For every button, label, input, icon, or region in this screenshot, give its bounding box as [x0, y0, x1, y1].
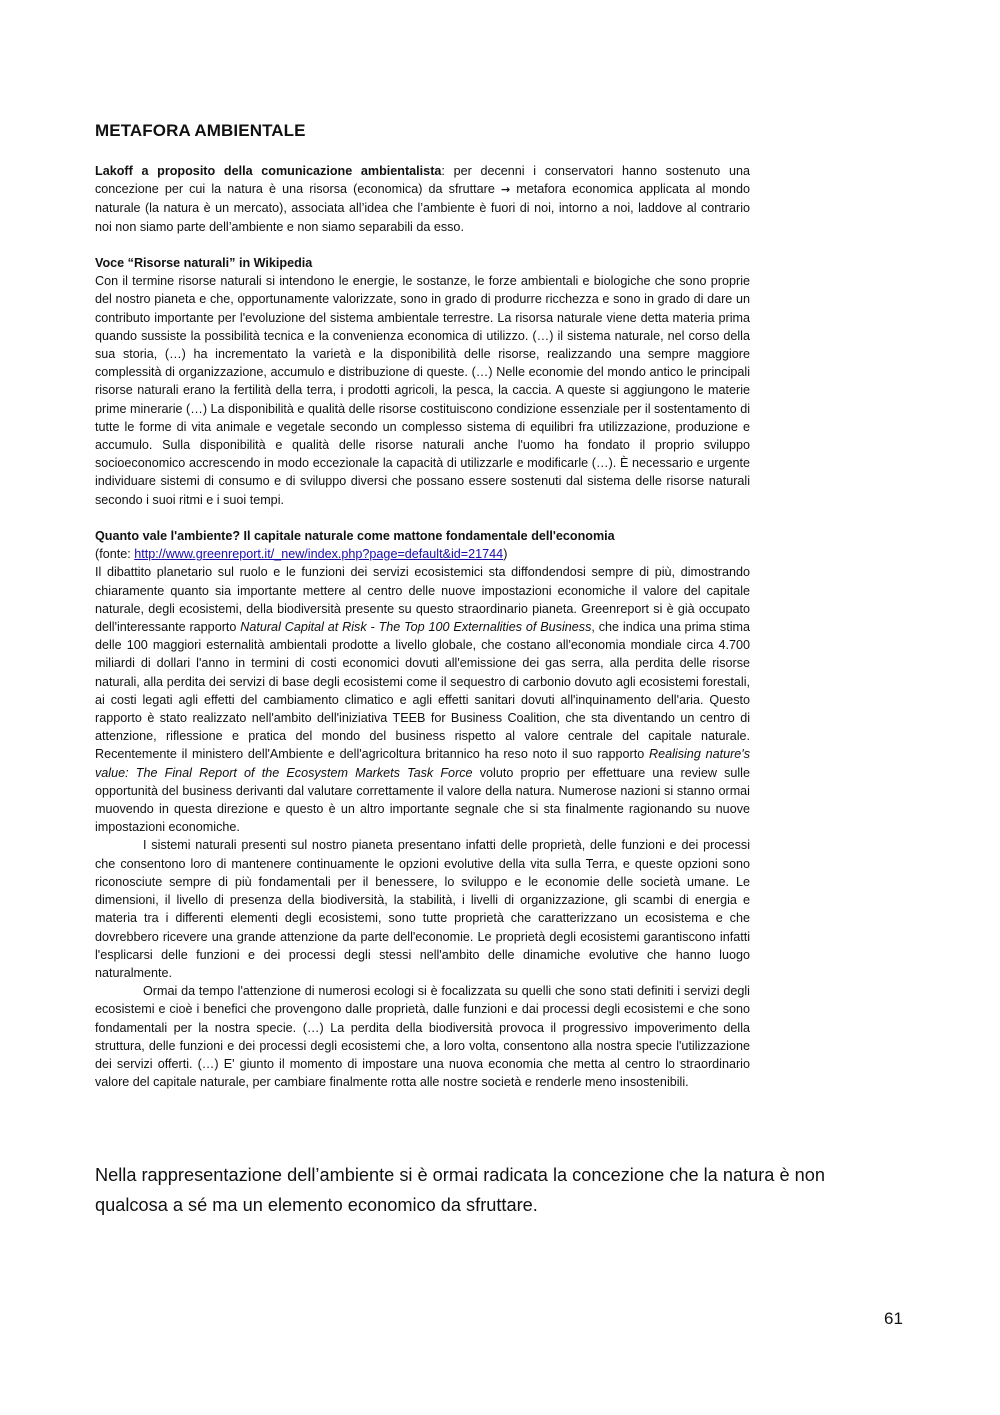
- greenreport-text-b: , che indica una prima stima delle 100 maggiori esternalità ambientali prodotte a livello globale, che costano all'economia mondiale circa 4.700 miliardi di dollari l'anno in termini di costi economici dovuti all'emissione dei gas serra, alla perdita delle risorse naturali, alla perdita dei servizi di base degli ecosistemi come il sequestro di carbonio dovuto agli ecosistemi forestali, ai costi legati agli effetti del cambiamento climatico e agli effetti sanitari dovuti all'inquinamento dell'aria. Questo rapporto è stato realizzato nell'ambito dell'iniziativa TEEB for Business Coalition, che sta diventando un centro di attenzione, riflessione e pratica del mondo del business rispetto al valore centrale del capitale naturale. Recentemente il ministero dell'Ambiente e dell'agricoltura britannico ha reso noto il suo rapporto: [95, 620, 751, 762]
- report-title-natural-capital: Natural Capital at Risk - The Top 100 Externalities of Business: [240, 620, 592, 635]
- source-suffix: ): [503, 547, 508, 562]
- greenreport-heading: Quanto vale l'ambiente? Il capitale naturale come mattone fondamentale dell'economia: [95, 529, 615, 544]
- wikipedia-heading: Voce “Risorse naturali” in Wikipedia: [95, 256, 313, 270]
- greenreport-text-a: Il dibattito planetario sul ruolo e le funzioni dei servizi ecosistemici sta diffondendosi sempre di più, dimostrando chiaramente quanto sia importante mettere al centro delle nuove impostazioni economiche il valore del capitale naturale, degli ecosistemi, della biodiversità presente su questo straordinario pianeta. Greenreport si è già occupato dell'interessante rapporto: [95, 565, 750, 635]
- report-title-realising-nature: Realising nature's value: The Final Report of the Ecosystem Markets Task Force: [95, 747, 750, 780]
- lakoff-text-b: metafora economica applicata al mondo naturale (la natura è un mercato), associata all’idea che l’ambiente è fuori di noi, intorno a noi, laddove al contrario noi non siamo parte dell’ambiente e non siamo separabili da esso.: [95, 182, 751, 234]
- greenreport-paragraph-1: [95, 563, 750, 836]
- spacer: [95, 236, 750, 254]
- greenreport-paragraph-2: I sistemi naturali presenti sul nostro pianeta presentano infatti delle proprietà, delle funzioni e dei processi che consentono loro di mantenere continuamente le opzioni evolutive della vita sulla Terra, e queste opzioni sono riconosciute sempre di più fondamentali per il benessere, lo sviluppo e le economie delle società umane. Le dimensioni, il livello di presenza della biodiversità, la stabilità, i livelli di organizzazione, gli scambi di energia e materia tra i differenti elementi degli ecosistemi, sono tutte proprietà che caratterizzano un ecosistema e che dovrebbero ricevere una grande attenzione da parte dell'economie. Le proprietà degli ecosistemi garantiscono infatti l'esplicarsi delle funzioni e dei processi degli stessi nell'ambito delle dinamiche evolutive che hanno luogo naturalmente.: [95, 838, 750, 980]
- page-title: METAFORA AMBIENTALE: [95, 121, 306, 140]
- page-number: 61: [884, 1309, 903, 1328]
- spacer: [95, 509, 750, 527]
- lakoff-lead: Lakoff a proposito della comunicazione ambientalista: [95, 164, 442, 178]
- source-prefix: (fonte:: [95, 547, 135, 562]
- greenreport-paragraph-3: Ormai da tempo l'attenzione di numerosi ecologi si è focalizzata su quelli che sono stati definiti i servizi degli ecosistemi e cioè i benefici che provengono dalle proprietà, dalle funzioni e dai processi degli ecosistemi e che sono fondamentali per la nostra specie. (…) La perdita della biodiversità provoca il progressivo impoverimento della struttura, delle funzioni e dei processi degli ecosistemi che, a loro volta, consentono alla nostra specie l'utilizzazione dei servizi offerti. (…) E' giunto il momento di impostare una nuova economia che metta al centro lo straordinario valore del capitale naturale, per cambiare finalmente rotta alle nostre società e renderle meno insostenibili.: [95, 984, 750, 1090]
- wikipedia-paragraph: Con il termine risorse naturali si intendono le energie, le sostanze, le forze ambientali e biologiche che sono proprie del nostro pianeta e che, opportunamente valorizzate, sono in grado di produrre ricchezza e sono in grado di dare un contributo importante per l'evoluzione del sistema ambientale terrestre. La risorsa naturale viene detta materia prima quando sussiste la possibilità tecnica e la convenienza economica di utilizzo. (…) il sistema naturale, nel corso della sua storia, (…) ha incrementato la varietà e la disponibilità delle risorse, realizzando una sempre maggiore complessità di organizzazione, accumulo e distribuzione di queste. (…) Nelle economie del mondo antico le principali risorse naturali erano la fertilità della terra, i prodotti agricoli, la pesca, la caccia. A queste si aggiungono le materie prime minerarie (…) La disponibilità e qualità delle risorse costituiscono condizione essenziale per il sostentamento di tutte le forme di vita animale e vegetale secondo un complesso sistema di equilibri fra utilizzazione, produzione e accumulo. Sulla disponibilità e qualità delle risorse naturali anche l'uomo ha fondato il proprio sviluppo socioeconomico accrescendo in modo eccezionale la capacità di utilizzarle e modificarle (…). È necessario e urgente individuare sistemi di consumo e di sviluppo diversi che possano essere sostenuti dal sistema delle risorse naturali secondo i suoi ritmi e i suoi tempi.: [95, 274, 750, 507]
- greenreport-text-c: voluto proprio per effettuare una review sulle opportunità del business derivanti dal valutare correttamente il valore della natura. Numerose nazioni si stanno ormai muovendo in questa direzione e questo è un altro importante segnale che si sta finalmente ragionando su nuove impostazioni economiche.: [95, 765, 750, 835]
- source-line: [95, 545, 750, 563]
- source-link[interactable]: http://www.greenreport.it/_new/index.php?page=default&id=21744: [134, 547, 504, 562]
- page-content: [95, 118, 750, 1091]
- right-arrow-icon: →: [500, 183, 511, 197]
- lakoff-paragraph: [95, 162, 750, 236]
- lakoff-text-a: : per decenni i conservatori hanno sostenuto una concezione per cui la natura è una risorsa (economica) da sfruttare: [95, 164, 750, 197]
- conclusion-statement: Nella rappresentazione dell’ambiente si è ormai radicata la concezione che la natura è non qualcosa a sé ma un elemento economico da sfruttare.: [95, 1165, 825, 1215]
